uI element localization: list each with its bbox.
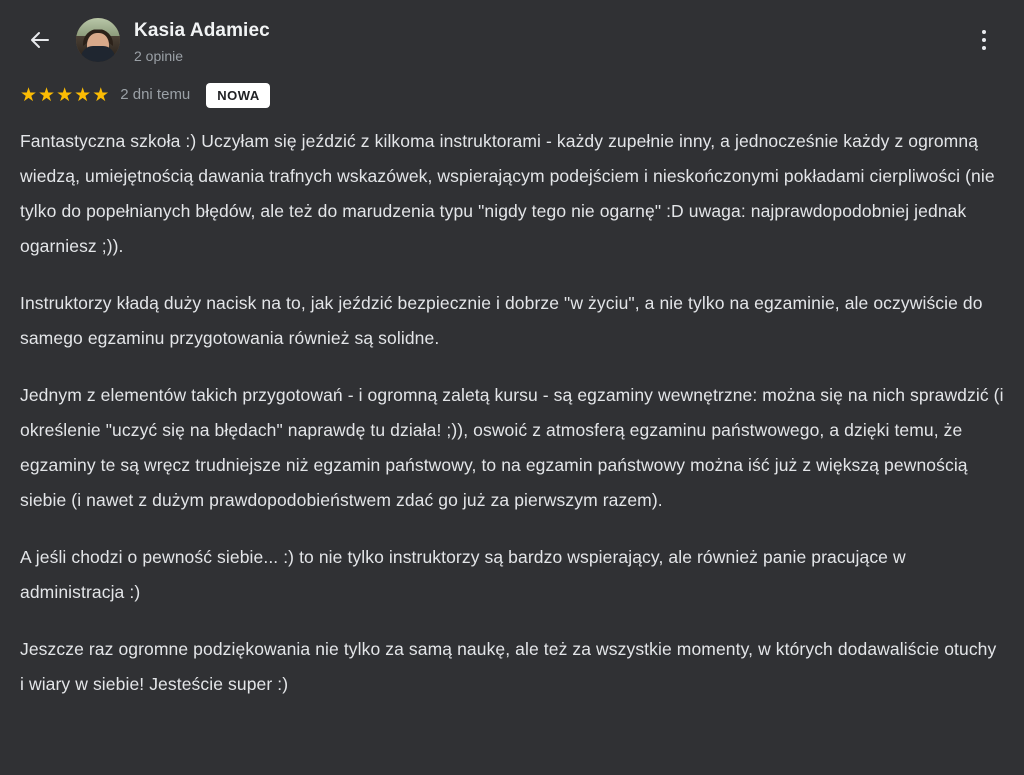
review-header	[0, 0, 1024, 72]
back-button[interactable]	[20, 20, 60, 60]
author-block	[134, 16, 964, 66]
more-options-button[interactable]	[964, 20, 1004, 60]
review-paragraph: Jednym z elementów takich przygotowań - i ogromną zaletą kursu - są egzaminy wewnętrzne: można się na nich sprawdzić (i określenie "uczyć się na błędach" naprawdę tu działa! ;)), oswoić z atmosferą egzaminu państwowego, a dzięki temu, że egzaminy te są wręcz trudniejsze niż egzamin państwowy, to na egzamin państwowy można iść już z większą pewnością siebie (i nawet z dużym prawdopodobieństwem zdać go już za pierwszym razem).	[20, 385, 1004, 510]
review-meta-row	[0, 72, 1024, 106]
review-paragraph: Instruktorzy kładą duży nacisk na to, jak jeździć bezpiecznie i dobrze "w życiu", a nie tylko na egzaminie, ale oczywiście do samego egzaminu przygotowania również są solidne.	[20, 293, 983, 348]
author-review-count: 2 opinie	[134, 48, 184, 64]
review-text	[0, 106, 1024, 702]
review-paragraph: Fantastyczna szkoła :) Uczyłam się jeździć z kilkoma instruktorami - każdy zupełnie inny, a jednocześnie każdy z ogromną wiedzą, umiejętnością dawania trafnych wskazówek, wspierającym podejściem i nieskończonymi pokładami cierpliwości (nie tylko do popełnianych błędów, ale też do marudzenia typu "nigdy tego nie ogarnę" :D uwaga: najprawdopodobniej jednak ogarniesz ;)).	[20, 131, 995, 256]
more-vertical-icon	[982, 30, 986, 50]
arrow-left-icon	[28, 28, 52, 52]
star-icon: ★	[92, 84, 110, 106]
star-icon: ★	[74, 84, 92, 106]
avatar[interactable]	[76, 18, 120, 62]
avatar-body	[81, 46, 115, 62]
star-icon: ★	[56, 84, 74, 106]
author-name[interactable]: Kasia Adamiec	[134, 20, 270, 41]
review-paragraph: Jeszcze raz ogromne podziękowania nie tylko za samą naukę, ale też za wszystkie momenty, w których dodawaliście otuchy i wiary w siebie! Jesteście super :)	[20, 639, 997, 694]
star-icon: ★	[38, 84, 56, 106]
star-icon: ★	[20, 84, 38, 106]
review-paragraph: A jeśli chodzi o pewność siebie... :) to nie tylko instruktorzy są bardzo wspierający, ale również panie pracujące w administracja :)	[20, 547, 906, 602]
review-timestamp: 2 dni temu	[120, 86, 191, 103]
star-rating	[20, 86, 109, 105]
status-badge: NOWA	[206, 83, 269, 108]
